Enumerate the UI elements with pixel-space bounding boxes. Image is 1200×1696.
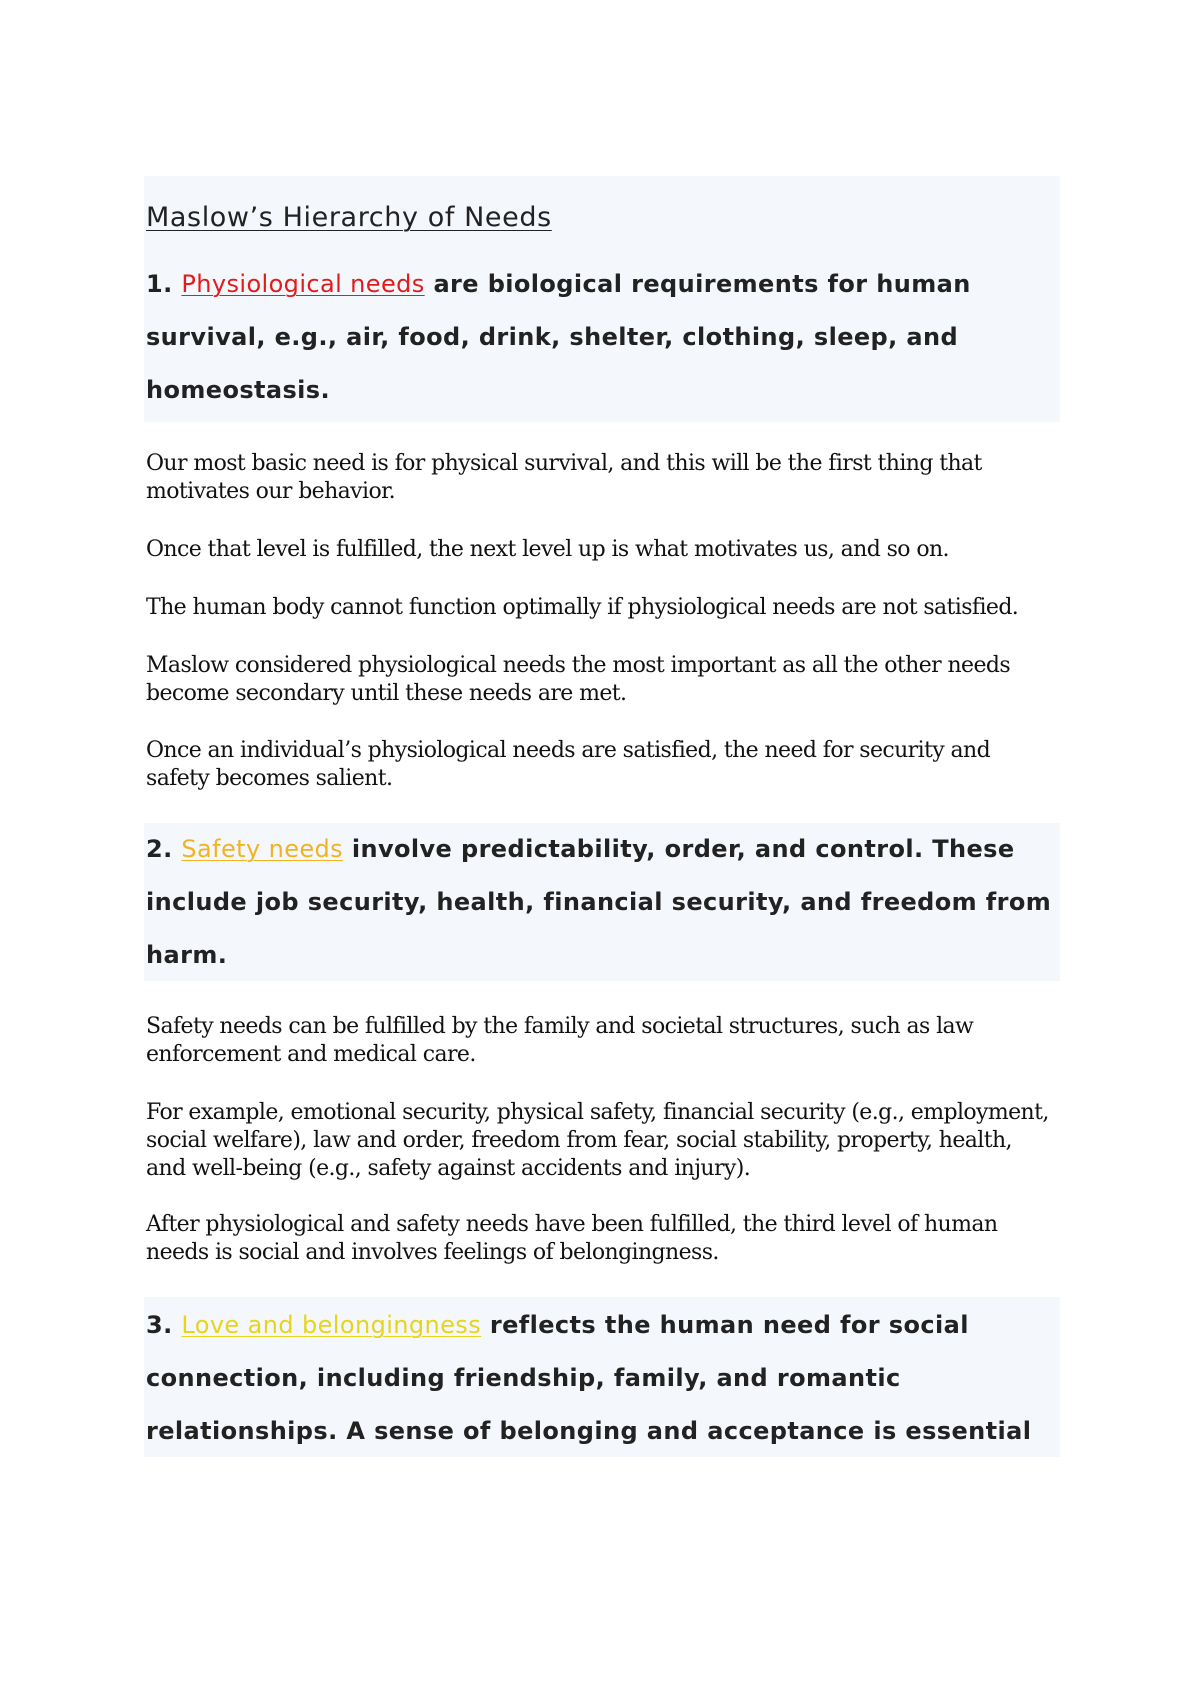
section-2-lead-line1: involve predictability, order, and control. These <box>351 835 1015 863</box>
section-2-keyword: Safety needs <box>181 835 344 863</box>
section-1-paragraph: Our most basic need is for physical survival, and this will be the first thing that motivates our behavior. <box>146 451 982 504</box>
section-1-header <box>144 176 1060 422</box>
section-1-paragraph: Maslow considered physiological needs the most important as all the other needs become secondary until these needs are met. <box>146 653 1011 706</box>
section-1-lead <box>146 258 1058 417</box>
section-3-number: 3. <box>146 1311 173 1339</box>
section-2-header <box>144 823 1060 981</box>
section-2-lead-line2: include job security, health, financial security, and freedom from <box>146 888 1052 916</box>
section-2-number: 2. <box>146 835 173 863</box>
section-2-paragraph: After physiological and safety needs have been fulfilled, the third level of human needs is social and involves feelings of belongingness. <box>146 1212 998 1265</box>
section-1-lead-line1: are biological requirements for human <box>433 270 971 298</box>
section-1-lead-line2: survival, e.g., air, food, drink, shelter, clothing, sleep, and <box>146 323 959 351</box>
section-1-paragraph: Once an individual’s physiological needs are satisfied, the need for security and safety becomes salient. <box>146 738 991 791</box>
section-3-lead <box>146 1299 1058 1457</box>
section-1-number: 1. <box>146 270 173 298</box>
section-3-lead-line3: relationships. A sense of belonging and acceptance is essential <box>146 1417 1032 1445</box>
section-2-lead-line3: harm. <box>146 941 228 969</box>
section-3-lead-line2: connection, including friendship, family, and romantic <box>146 1364 901 1392</box>
document-title: Maslow’s Hierarchy of Needs <box>146 202 552 233</box>
section-1-paragraph: Once that level is fulfilled, the next level up is what motivates us, and so on. <box>146 537 949 562</box>
section-2-lead <box>146 823 1058 982</box>
section-3-keyword: Love and belongingness <box>181 1311 482 1339</box>
section-2-paragraph: For example, emotional security, physical safety, financial security (e.g., employment, social welfare), law and order, freedom from fear, social stability, property, health, and well-being (e.g., safety against accidents and injury). <box>146 1100 1049 1181</box>
section-1-lead-line3: homeostasis. <box>146 376 331 404</box>
section-2-paragraph: Safety needs can be fulfilled by the family and societal structures, such as law enforcement and medical care. <box>146 1014 974 1067</box>
section-1-paragraph: The human body cannot function optimally if physiological needs are not satisfied. <box>146 595 1019 620</box>
section-1-keyword: Physiological needs <box>181 270 425 298</box>
section-3-lead-line1: reflects the human need for social <box>489 1311 969 1339</box>
section-3-header <box>144 1297 1060 1457</box>
